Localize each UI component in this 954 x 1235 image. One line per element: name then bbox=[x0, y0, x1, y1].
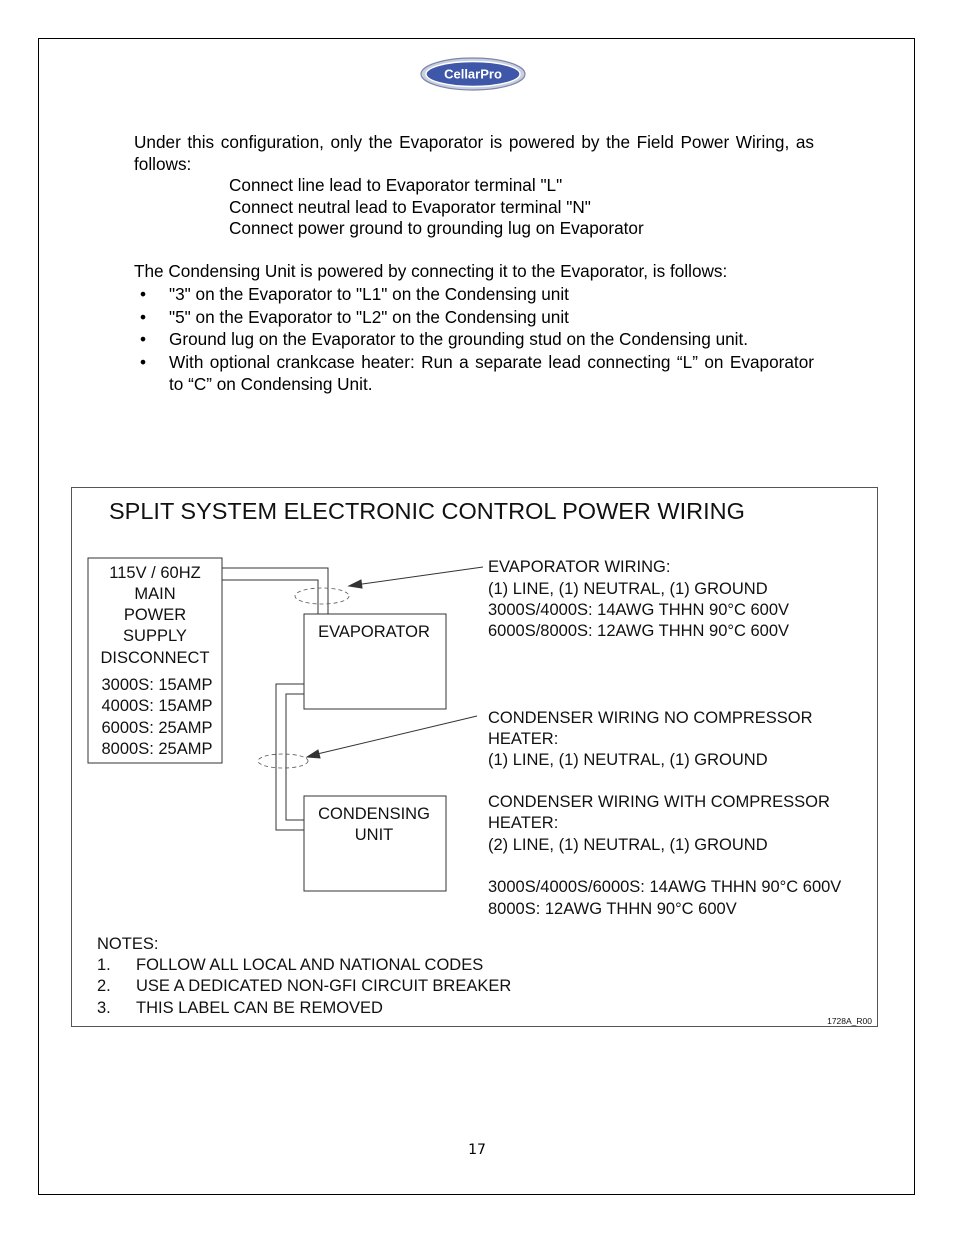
evaporator-wiring-line: EVAPORATOR WIRING: bbox=[488, 558, 671, 576]
leader-arrows bbox=[307, 567, 483, 758]
condenser-wires bbox=[276, 684, 304, 830]
cellarpro-logo bbox=[420, 57, 526, 91]
note-text: THIS LABEL CAN BE REMOVED bbox=[136, 999, 383, 1017]
note-number: 2. bbox=[97, 977, 111, 995]
note-number: 3. bbox=[97, 999, 111, 1017]
condensing-bullet-list bbox=[134, 283, 814, 396]
supply-rating: 4000S: 15AMP bbox=[101, 697, 213, 715]
bullet-text: "5" on the Evaporator to "L2" on the Condensing unit bbox=[169, 306, 569, 327]
bullet-item bbox=[134, 351, 814, 396]
evaporator-wiring-line: (1) LINE, (1) NEUTRAL, (1) GROUND bbox=[488, 580, 768, 598]
condenser-with-heater-line: HEATER: bbox=[488, 814, 559, 832]
diagram-title: SPLIT SYSTEM ELECTRONIC CONTROL POWER WIRING bbox=[109, 498, 745, 524]
condensing-paragraph: The Condensing Unit is powered by connecting it to the Evaporator, is follows: bbox=[134, 261, 728, 281]
supply-line: 115V / 60HZ bbox=[109, 564, 201, 582]
condensing-label: UNIT bbox=[354, 826, 394, 844]
cable-marker bbox=[295, 588, 349, 604]
wiring-diagram bbox=[71, 487, 878, 1027]
bullet-icon: • bbox=[140, 306, 147, 327]
evaporator-wires bbox=[222, 568, 328, 614]
cable-marker bbox=[258, 754, 308, 768]
bullet-text: "3" on the Evaporator to "L1" on the Condensing unit bbox=[169, 284, 569, 304]
supply-line: MAIN bbox=[134, 585, 176, 603]
label-code: 1728A_R00 bbox=[827, 1016, 872, 1026]
evaporator-wiring-line: 6000S/8000S: 12AWG THHN 90°C 600V bbox=[488, 622, 790, 640]
condenser-with-heater-line: CONDENSER WIRING WITH COMPRESSOR bbox=[488, 793, 830, 811]
bullet-icon: • bbox=[140, 284, 147, 304]
bullet-icon: • bbox=[140, 351, 147, 372]
condenser-gauge-line: 3000S/4000S/6000S: 14AWG THHN 90°C 600V bbox=[488, 878, 842, 896]
bullet-item bbox=[134, 283, 814, 306]
condenser-no-heater-line: HEATER: bbox=[488, 730, 559, 748]
condenser-no-heater-line: CONDENSER WIRING NO COMPRESSOR bbox=[488, 709, 813, 727]
bullet-item bbox=[134, 306, 814, 329]
condenser-with-heater-line: (2) LINE, (1) NEUTRAL, (1) GROUND bbox=[488, 836, 768, 854]
bullet-text: Ground lug on the Evaporator to the grounding stud on the Condensing unit. bbox=[169, 329, 749, 349]
notes-heading: NOTES: bbox=[97, 935, 159, 953]
bullet-item bbox=[134, 328, 814, 351]
bullet-text: With optional crankcase heater: Run a separate lead connecting “L” on Evaporator to “C” on Condensing Unit. bbox=[169, 351, 814, 394]
step-item: Connect power ground to grounding lug on Evaporator bbox=[229, 218, 644, 238]
condenser-no-heater-line: (1) LINE, (1) NEUTRAL, (1) GROUND bbox=[488, 751, 768, 769]
bullet-icon: • bbox=[140, 329, 147, 349]
condensing-label: CONDENSING bbox=[318, 805, 430, 823]
note-number: 1. bbox=[97, 956, 111, 974]
evaporator-label: EVAPORATOR bbox=[318, 623, 430, 641]
page-number: 17 bbox=[468, 1142, 486, 1158]
supply-line: SUPPLY bbox=[123, 627, 187, 645]
condenser-gauge-line: 8000S: 12AWG THHN 90°C 600V bbox=[488, 900, 737, 918]
step-item: Connect neutral lead to Evaporator terminal "N" bbox=[229, 196, 591, 217]
supply-rating: 6000S: 25AMP bbox=[101, 719, 213, 737]
note-text: USE A DEDICATED NON-GFI CIRCUIT BREAKER bbox=[136, 977, 512, 995]
note-text: FOLLOW ALL LOCAL AND NATIONAL CODES bbox=[136, 956, 484, 974]
evaporator-wiring-line: 3000S/4000S: 14AWG THHN 90°C 600V bbox=[488, 601, 790, 619]
intro-paragraph: Under this configuration, only the Evaporator is powered by the Field Power Wiring, as follows: bbox=[134, 132, 814, 174]
step-item: Connect line lead to Evaporator terminal "L" bbox=[229, 175, 563, 195]
evaporator-steps bbox=[229, 175, 644, 240]
supply-rating: 3000S: 15AMP bbox=[101, 676, 213, 694]
supply-rating: 8000S: 25AMP bbox=[101, 740, 213, 758]
supply-line: DISCONNECT bbox=[100, 649, 210, 667]
logo-text: CellarPro bbox=[444, 66, 502, 82]
supply-line: POWER bbox=[123, 606, 187, 624]
